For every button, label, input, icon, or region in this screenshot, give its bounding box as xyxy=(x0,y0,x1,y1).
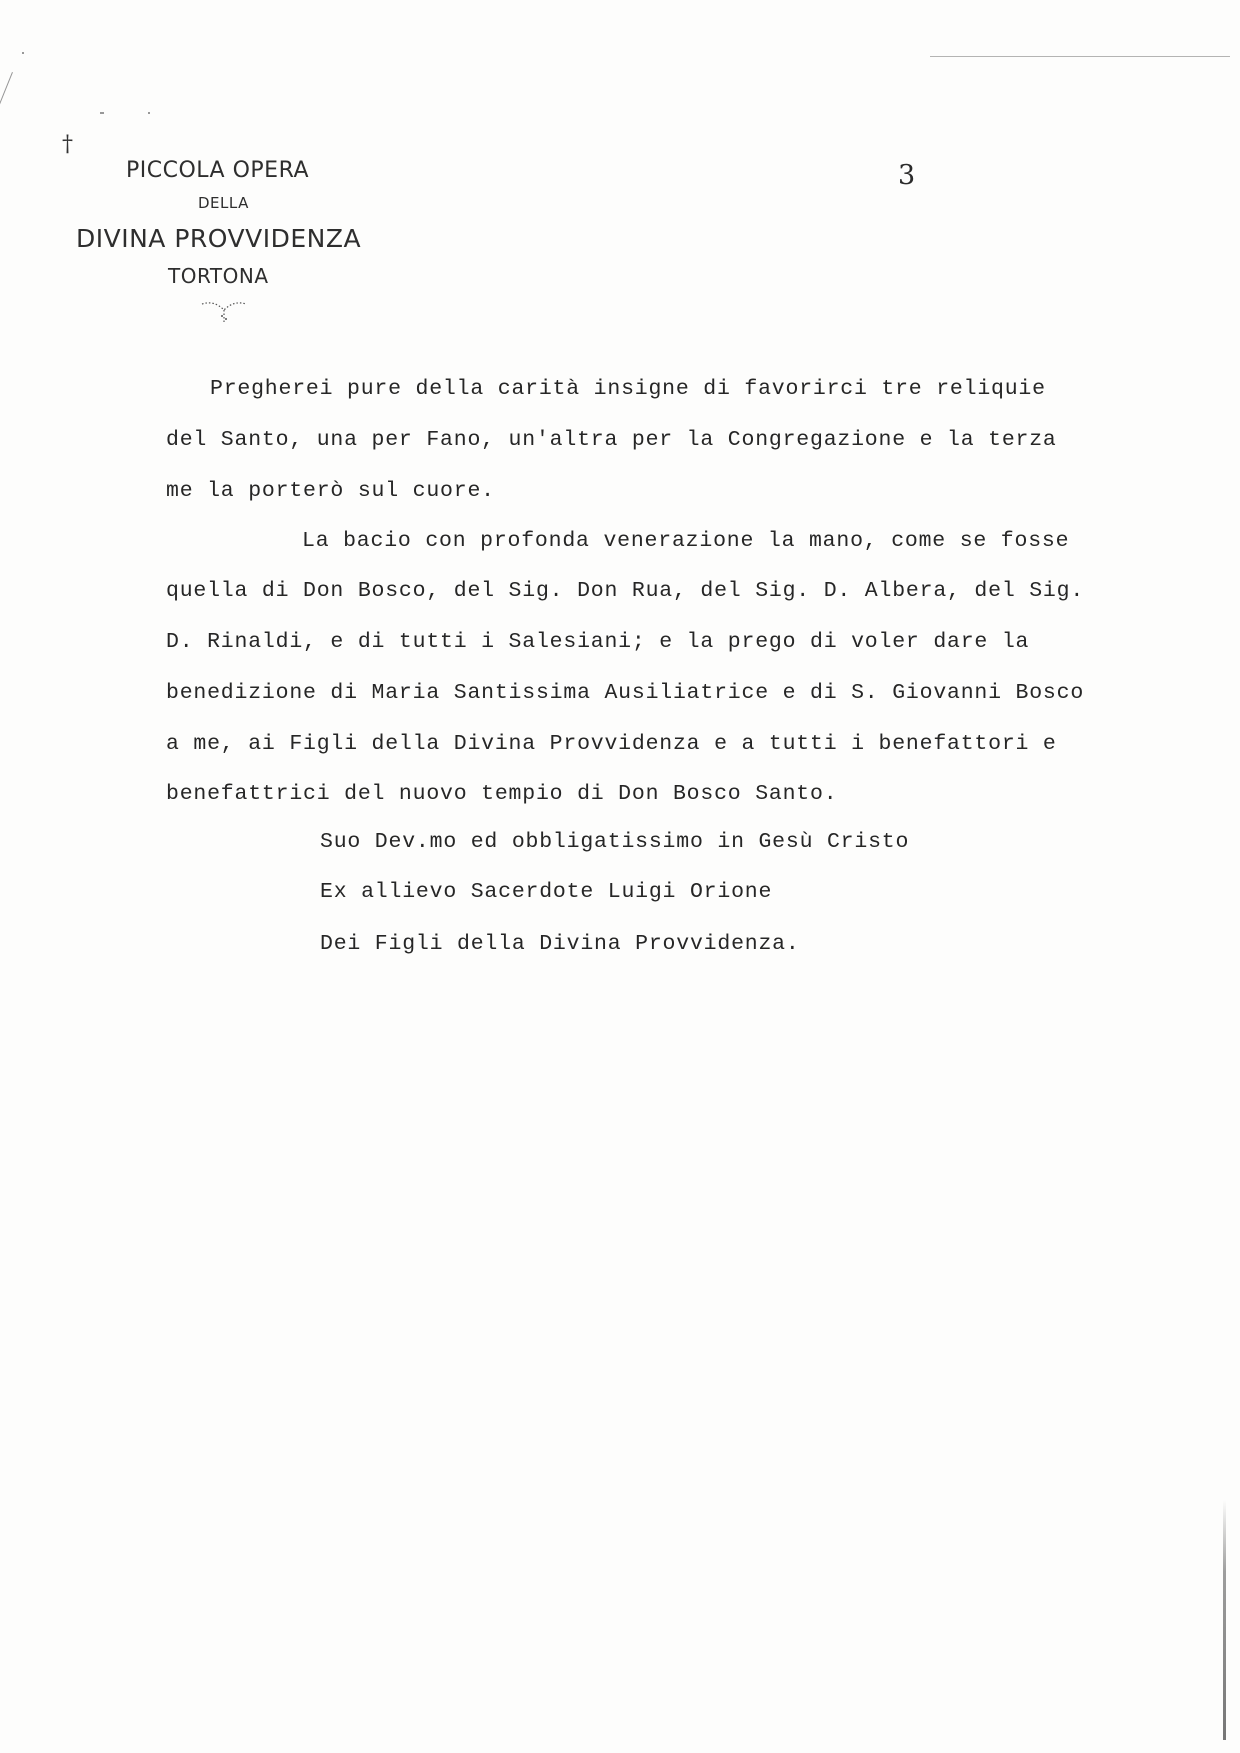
scan-artifact-dot xyxy=(148,112,150,114)
body-line-6: D. Rinaldi, e di tutti i Salesiani; e la prego di voler dare la xyxy=(166,630,1030,654)
signature-line-2: Ex allievo Sacerdote Luigi Orione xyxy=(320,880,773,904)
scan-artifact-top-line xyxy=(930,56,1230,57)
scan-artifact-right-edge xyxy=(1223,1500,1226,1740)
ornament-icon xyxy=(200,298,248,326)
body-line-9: benefattrici del nuovo tempio di Don Bosco Santo. xyxy=(166,782,838,806)
body-line-4: La bacio con profonda venerazione la mano, come se fosse xyxy=(302,529,1070,553)
body-line-7: benedizione di Maria Santissima Ausiliatrice e di S. Giovanni Bosco xyxy=(166,681,1085,705)
body-line-8: a me, ai Figli della Divina Provvidenza e a tutti i benefattori e xyxy=(166,732,1057,756)
body-line-3: me la porterò sul cuore. xyxy=(166,479,495,503)
letterhead-line-1: PICCOLA OPERA xyxy=(126,158,310,183)
scan-artifact-dot xyxy=(22,52,24,54)
scan-artifact-slash xyxy=(0,72,13,147)
letterhead-line-2: DELLA xyxy=(198,194,249,212)
page-number: 3 xyxy=(898,160,916,191)
signature-line-1: Suo Dev.mo ed obbligatissimo in Gesù Cristo xyxy=(320,830,910,854)
body-line-1: Pregherei pure della carità insigne di favorirci tre reliquie xyxy=(210,377,1046,401)
cross-icon: † xyxy=(62,132,73,157)
letterhead-line-3: DIVINA PROVVIDENZA xyxy=(76,224,362,253)
scan-artifact-dot xyxy=(100,112,104,114)
body-line-5: quella di Don Bosco, del Sig. Don Rua, del Sig. D. Albera, del Sig. xyxy=(166,579,1085,603)
letterhead-line-4: TORTONA xyxy=(168,264,269,288)
body-line-2: del Santo, una per Fano, un'altra per la Congregazione e la terza xyxy=(166,428,1057,452)
signature-line-3: Dei Figli della Divina Provvidenza. xyxy=(320,932,800,956)
